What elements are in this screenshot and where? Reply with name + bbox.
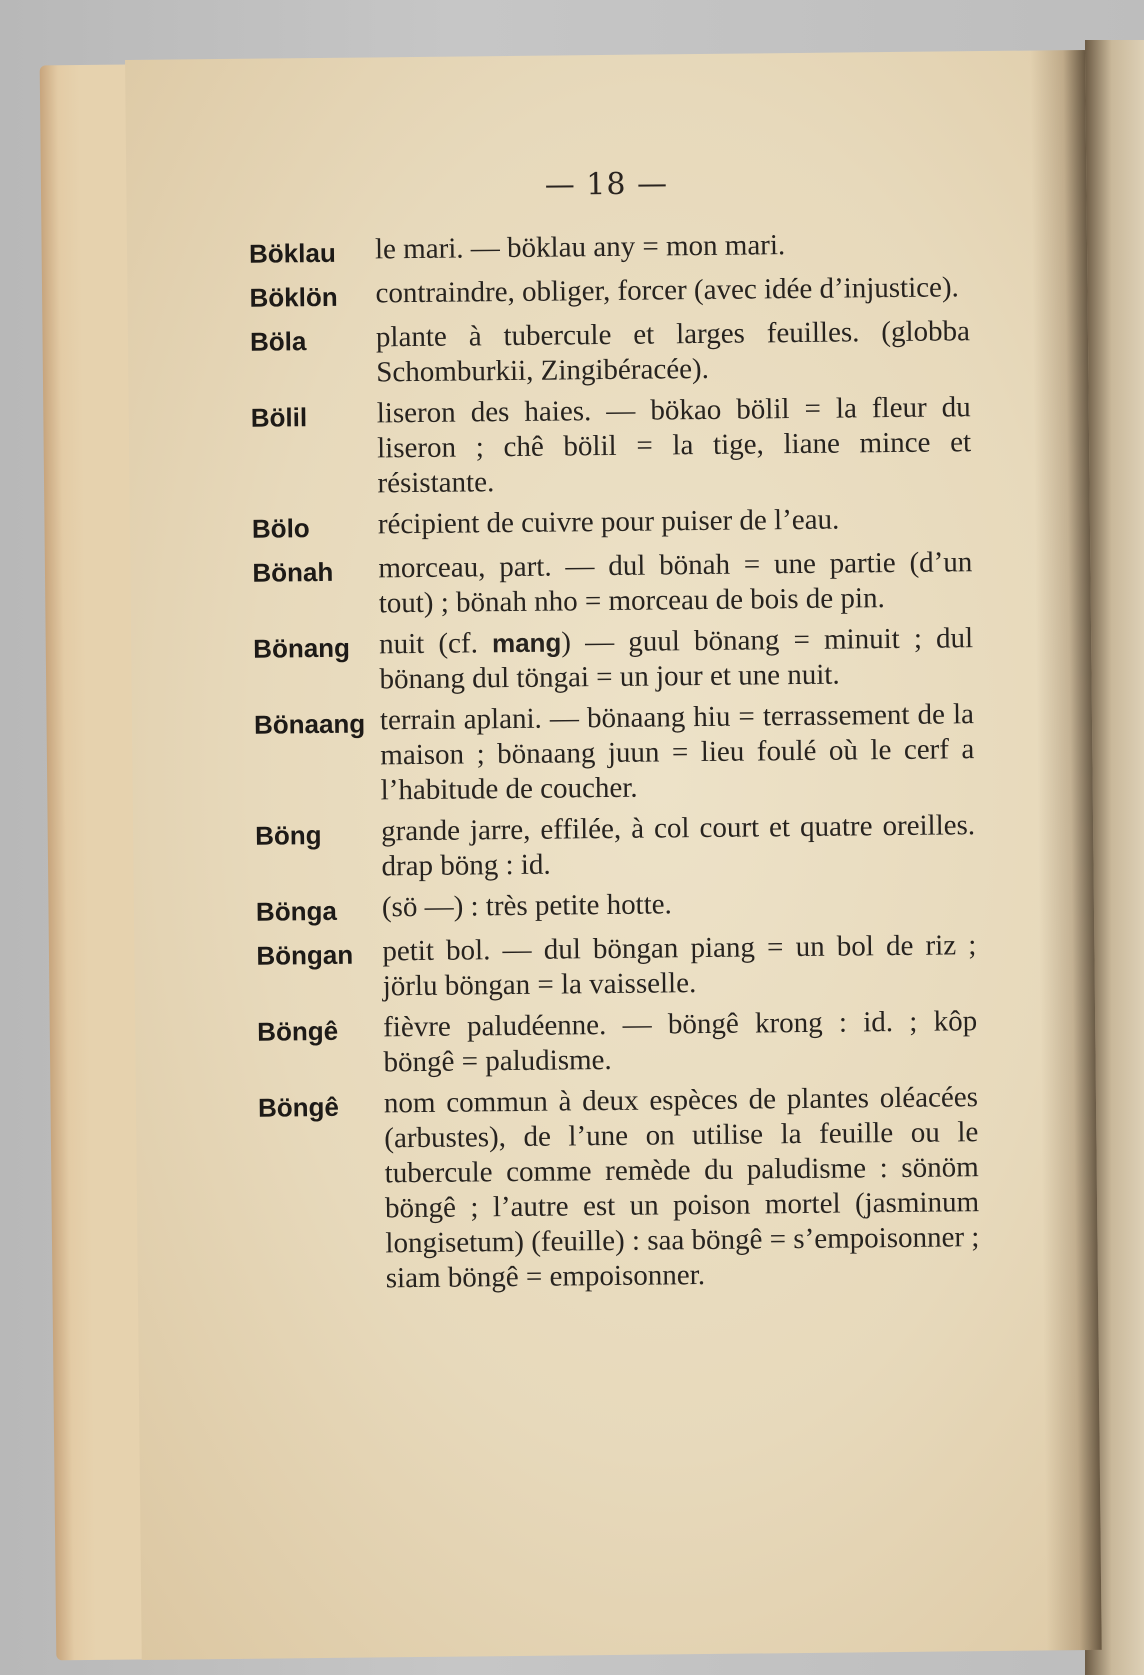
definition-text: ) — guul bönang = minuit ; dul bönang dul töngai = un jour et une nuit. bbox=[379, 622, 974, 696]
dictionary-entry bbox=[258, 1080, 980, 1298]
entry-definition bbox=[379, 621, 974, 697]
dictionary-entry bbox=[257, 1004, 978, 1082]
entry-definition: contraindre, obliger, forcer (avec idée d’injustice). bbox=[375, 271, 960, 310]
definition-text: nuit (cf. bbox=[378, 627, 493, 661]
entry-definition: nom commun à deux espèces de plantes oléacées (arbustes), de l’une on utilise la feuille ou le tubercule comme remède du paludisme : sönöm böngê ; l’autre est un poison mortel (jasminum longisetum) (feuille) : saa böngê = s’empoisonner ; siam böngê = empoisonner. bbox=[383, 1081, 980, 1295]
entry-definition: terrain aplani. — bönaang hiu = terrassement de la maison ; bönaang juun = lieu foulé où le cerf a l’habitude de coucher. bbox=[379, 698, 975, 807]
dictionary-entry bbox=[256, 884, 976, 930]
dictionary-entries bbox=[249, 226, 980, 1303]
cross-reference: mang bbox=[491, 627, 562, 659]
entry-headword: Bönah bbox=[252, 556, 334, 588]
dictionary-entry bbox=[253, 621, 974, 699]
entry-definition: fièvre paludéenne. — böngê krong : id. ; kôp böngê = paludisme. bbox=[383, 1005, 978, 1079]
page-number: — 18 — bbox=[544, 166, 669, 203]
dictionary-entry bbox=[252, 545, 973, 623]
entry-headword: Böng bbox=[254, 820, 322, 851]
entry-definition: morceau, part. — dul bönah = une partie (d’un tout) ; bönah nho = morceau de bois de pin. bbox=[378, 546, 973, 620]
dictionary-entry bbox=[255, 808, 976, 886]
entry-definition: plante à tubercule et larges feuilles. (globba Schomburkii, Zingibéracée). bbox=[375, 315, 971, 389]
dictionary-entry bbox=[250, 314, 971, 392]
entry-definition: récipient de cuivre pour puiser de l’eau. bbox=[377, 503, 840, 541]
entry-headword: Bönga bbox=[255, 895, 337, 927]
entry-headword: Böklön bbox=[249, 281, 338, 313]
entry-headword: Bölil bbox=[250, 402, 308, 433]
dictionary-entry bbox=[251, 390, 972, 503]
dictionary-entry bbox=[249, 270, 969, 316]
book-page bbox=[125, 50, 1102, 1660]
entry-definition: (sö —) : très petite hotte. bbox=[381, 888, 673, 924]
entry-definition: liseron des haies. — bökao bölil = la fleur du liseron ; chê bölil = la tige, liane mince et résistante. bbox=[376, 391, 972, 500]
entry-headword: Bönang bbox=[253, 632, 351, 664]
entry-headword: Böngê bbox=[257, 1015, 339, 1047]
entry-headword: Bölo bbox=[251, 513, 310, 544]
entry-headword: Böngê bbox=[257, 1091, 340, 1123]
dictionary-entry bbox=[249, 226, 969, 272]
entry-headword: Böngan bbox=[256, 939, 354, 971]
entry-headword: Böklau bbox=[248, 237, 336, 269]
entry-definition: petit bol. — dul böngan piang = un bol de riz ; jörlu böngan = la vaisselle. bbox=[382, 929, 977, 1003]
entry-headword: Bönaang bbox=[253, 708, 366, 740]
entry-definition: grande jarre, effilée, à col court et quatre oreilles. drap böng : id. bbox=[380, 809, 976, 883]
dictionary-entry bbox=[256, 928, 977, 1006]
dictionary-entry bbox=[252, 501, 972, 547]
entry-definition: le mari. — böklau any = mon mari. bbox=[374, 229, 786, 266]
dictionary-entry bbox=[254, 697, 975, 810]
entry-headword: Böla bbox=[249, 326, 307, 357]
